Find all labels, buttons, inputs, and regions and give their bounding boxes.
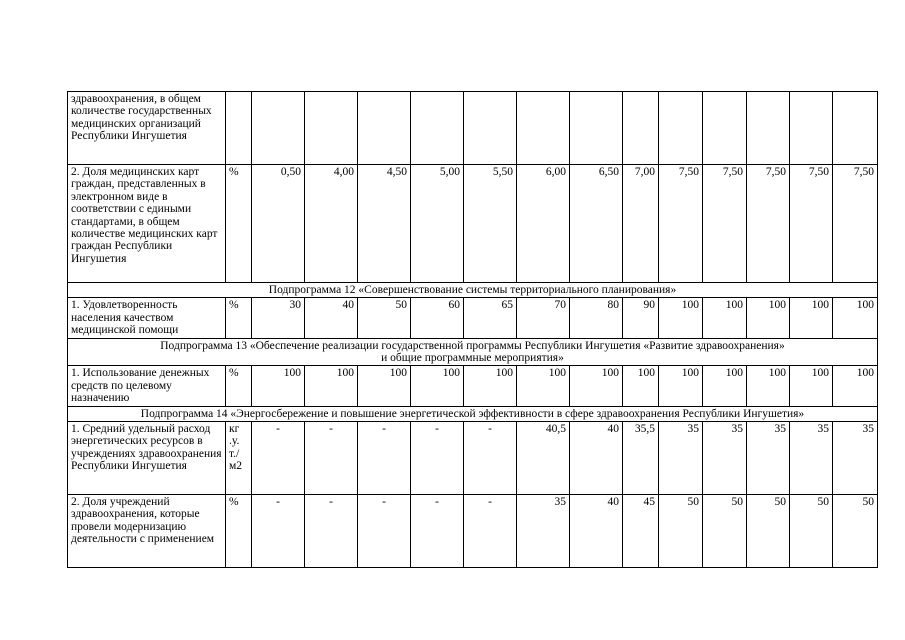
value-cell: 60 (411, 298, 464, 338)
table-row (68, 298, 878, 338)
unit-cell: % (226, 165, 252, 283)
value-cell (790, 92, 833, 165)
value-cell (305, 92, 358, 165)
unit-cell: % (226, 495, 252, 568)
value-cell: 100 (790, 366, 833, 406)
subprogram-title (68, 283, 878, 298)
subprogram-title-line: и общие программные мероприятия» (381, 352, 564, 365)
indicator-name: 1. Средний удельный расход энергетических ресурсов в учреждениях здравоохранения Республики Ингушетия (68, 422, 226, 495)
value-cell: 4,00 (305, 165, 358, 283)
subprogram-title (68, 338, 878, 366)
value-cell: 100 (790, 298, 833, 338)
indicators-table (67, 91, 878, 568)
value-cell: 50 (790, 495, 833, 568)
value-cell: 6,00 (517, 165, 570, 283)
unit-cell: % (226, 298, 252, 338)
value-cell: 35 (517, 495, 570, 568)
value-cell: 100 (305, 366, 358, 406)
indicator-name: 1. Удовлетворенность населения качеством медицинской помощи (68, 298, 226, 338)
value-cell: 100 (747, 298, 790, 338)
value-cell: 100 (570, 366, 623, 406)
value-cell: 100 (252, 366, 305, 406)
value-cell: 7,50 (747, 165, 790, 283)
value-cell: 7,50 (833, 165, 878, 283)
value-cell (623, 92, 659, 165)
value-cell: - (411, 495, 464, 568)
value-cell: - (358, 495, 411, 568)
unit-cell: кг .у. т./ м2 (226, 422, 252, 495)
value-cell: - (305, 422, 358, 495)
subprogram-row (68, 406, 878, 421)
value-cell: 50 (358, 298, 411, 338)
value-cell: 100 (464, 366, 517, 406)
value-cell: - (464, 422, 517, 495)
value-cell: 100 (659, 298, 703, 338)
value-cell: 80 (570, 298, 623, 338)
value-cell: - (252, 495, 305, 568)
value-cell: 35 (747, 422, 790, 495)
table-row (68, 422, 878, 495)
value-cell: 100 (833, 298, 878, 338)
value-cell: 100 (623, 366, 659, 406)
value-cell (517, 92, 570, 165)
value-cell: - (252, 422, 305, 495)
value-cell: 7,00 (623, 165, 659, 283)
value-cell: 35,5 (623, 422, 659, 495)
value-cell: 5,00 (411, 165, 464, 283)
subprogram-title-line: Подпрограмма 14 «Энергосбережение и повышение энергетической эффективности в сфере здравоохранения Республики Ингушетия» (140, 407, 805, 420)
table-row (68, 92, 878, 165)
value-cell (358, 92, 411, 165)
value-cell: 65 (464, 298, 517, 338)
indicator-name: здравоохранения, в общем количестве государственных медицинских организаций Республики Ингушетия (68, 92, 226, 165)
value-cell: 4,50 (358, 165, 411, 283)
value-cell: 7,50 (790, 165, 833, 283)
value-cell (570, 92, 623, 165)
value-cell: 0,50 (252, 165, 305, 283)
value-cell: 35 (790, 422, 833, 495)
table-row (68, 366, 878, 406)
value-cell: 100 (747, 366, 790, 406)
indicator-name: 1. Использование денежных средств по целевому назначению (68, 366, 226, 406)
value-cell: 40 (570, 495, 623, 568)
value-cell: 100 (703, 298, 747, 338)
value-cell: - (358, 422, 411, 495)
value-cell: 45 (623, 495, 659, 568)
indicator-name: 2. Доля учреждений здравоохранения, которые провели модернизацию деятельности с применением (68, 495, 226, 568)
value-cell: 40 (570, 422, 623, 495)
value-cell: 50 (659, 495, 703, 568)
value-cell: 40 (305, 298, 358, 338)
value-cell: 100 (411, 366, 464, 406)
unit-cell (226, 92, 252, 165)
value-cell: 100 (659, 366, 703, 406)
subprogram-title-line: Подпрограмма 13 «Обеспечение реализации государственной программы Республики Ингушетия «Развитие здравоохранения» (160, 339, 785, 352)
subprogram-title (68, 406, 878, 421)
value-cell (411, 92, 464, 165)
indicator-name: 2. Доля медицинских карт граждан, представленных в электронном виде в соответствии с едиными стандартами, в общем количестве медицинских карт граждан Республики Ингушетия (68, 165, 226, 283)
value-cell: 50 (747, 495, 790, 568)
subprogram-title-line: Подпрограмма 12 «Совершенствование системы территориального планирования» (268, 284, 677, 296)
value-cell: - (305, 495, 358, 568)
value-cell: 50 (703, 495, 747, 568)
subprogram-row (68, 283, 878, 298)
value-cell: 6,50 (570, 165, 623, 283)
value-cell: 5,50 (464, 165, 517, 283)
table-row (68, 495, 878, 568)
value-cell (464, 92, 517, 165)
value-cell: 70 (517, 298, 570, 338)
value-cell: 30 (252, 298, 305, 338)
value-cell (703, 92, 747, 165)
value-cell: 7,50 (659, 165, 703, 283)
value-cell: 40,5 (517, 422, 570, 495)
value-cell (833, 92, 878, 165)
value-cell: 100 (833, 366, 878, 406)
value-cell: 100 (517, 366, 570, 406)
subprogram-row (68, 338, 878, 366)
value-cell: - (464, 495, 517, 568)
unit-cell: % (226, 366, 252, 406)
value-cell: 35 (703, 422, 747, 495)
value-cell (659, 92, 703, 165)
value-cell: - (411, 422, 464, 495)
value-cell: 35 (833, 422, 878, 495)
value-cell: 35 (659, 422, 703, 495)
value-cell: 7,50 (703, 165, 747, 283)
table-row (68, 165, 878, 283)
value-cell: 100 (703, 366, 747, 406)
value-cell: 90 (623, 298, 659, 338)
value-cell: 50 (833, 495, 878, 568)
value-cell (747, 92, 790, 165)
value-cell: 100 (358, 366, 411, 406)
value-cell (252, 92, 305, 165)
